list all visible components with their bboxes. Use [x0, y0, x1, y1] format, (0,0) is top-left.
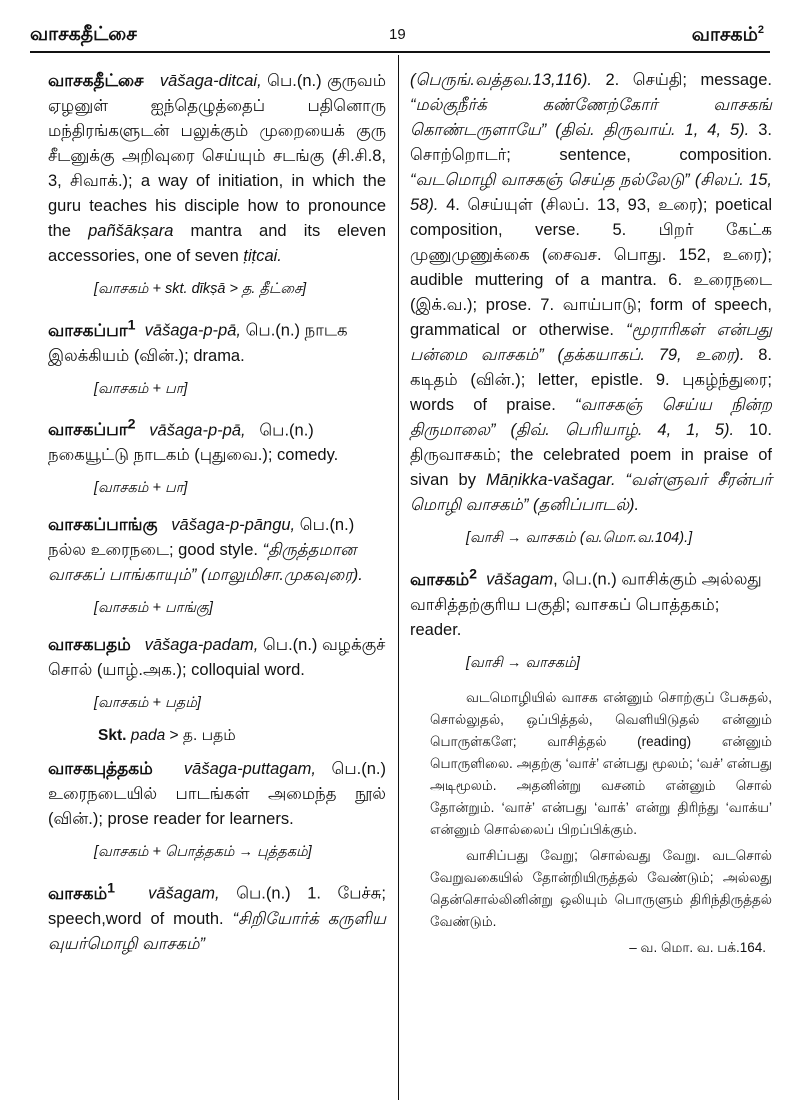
- etymology: [வாசகம் + பா]: [94, 480, 188, 497]
- dictionary-entry: [48, 876, 386, 957]
- column-divider: [398, 55, 399, 1100]
- definition-continued: mantra and its eleven accessories, one of seven: [48, 222, 386, 265]
- headword: வாசகதீட்சை: [48, 71, 144, 90]
- etymology: [வாசி → வாசகம்]: [466, 654, 580, 671]
- transliteration: vāšaga-p-pā,: [149, 421, 246, 440]
- page-header: [0, 0, 800, 50]
- left-column: [48, 68, 386, 967]
- dictionary-entry: [48, 632, 386, 683]
- etymology-note: [430, 687, 772, 959]
- running-head-right: வாசகம்$^2$: [691, 24, 764, 46]
- quotation: “மூராரிகள் என்பது பன்மை வாசகம்” (தக்கயாகப். 79, உரை).: [410, 321, 772, 364]
- note-source: – வ. மொ. வ. பக்.164.: [629, 939, 766, 955]
- sense-text: 10. திருவாசகம்; the celebrated poem in praise of sivan by: [410, 421, 772, 489]
- sense-text: 3. சொற்றொடர்; sentence, composition.: [410, 121, 772, 164]
- sense-text: 4. செய்யுள் (சிலப். 13, 93, உரை); poetical composition, verse. 5. பிறர் கேட்க முணுமுணுக்கை (சைவச. பொது. 152, உரை); audible muttering of a mantra. 6. உரைநடை (இக்.வ.); prose. 7. வாய்பாடு; form of speech, grammatical or otherwise.: [410, 196, 772, 339]
- entry-continuation: [410, 68, 772, 518]
- citation: (மாலுமிசா.முகவுரை).: [196, 566, 363, 585]
- definition: வழக்குச் சொல் (யாழ்.அக.); colloquial word.: [48, 636, 386, 680]
- etymology: [வாசி → வாசகம் (வ.மொ.வ.104).]: [466, 530, 693, 546]
- headword: வாசகம்$^2$: [410, 566, 477, 589]
- etymology: [வாசகம் + பதம்]: [94, 695, 201, 712]
- definition: நல்ல உரைநடை; good style.: [48, 541, 263, 560]
- transliteration: vāšaga-ditcai,: [159, 72, 262, 90]
- right-column: [410, 68, 772, 959]
- part-of-speech: பெ.(n.): [331, 760, 386, 779]
- headword: வாசகபதம்: [48, 635, 131, 655]
- part-of-speech: பெ.(n.): [267, 72, 322, 90]
- dictionary-entry: [48, 313, 386, 369]
- headword: வாசகப்பாங்கு: [48, 515, 158, 535]
- dictionary-entry: [48, 68, 386, 269]
- quotation: “வடமொழி வாசகஞ் செய்த நல்லேடு” (சிலப். 15, 58).: [410, 171, 772, 214]
- citation: (பெருங்.வத்தவ.13,116).: [410, 71, 592, 89]
- dictionary-entry: [48, 413, 386, 469]
- definition: நாடக இலக்கியம் (வின்.); drama.: [48, 321, 348, 365]
- transliteration: vāšaga-p-pāngu,: [171, 516, 296, 535]
- header-rule: [30, 51, 770, 53]
- quotation: “மல்குநீர்க் கண்ணேற்கோர் வாசகங் கொண்டருளாயே” (திவ். திருவாய். 1, 4, 5).: [410, 96, 772, 139]
- etymology: [வாசகம் + skt. dīkṣā > த. தீட்சை]: [94, 281, 307, 297]
- part-of-speech: பெ.(n.): [245, 321, 301, 340]
- dictionary-entry: [410, 562, 772, 643]
- transliteration: vāšagam,: [148, 884, 220, 903]
- page-number: 19: [389, 26, 406, 43]
- etymology: [வாசகம் + பொத்தகம் → புத்தகம்]: [94, 844, 312, 861]
- definition-italic: pañšākṣara: [88, 222, 174, 240]
- transliteration: vāšaga-padam,: [144, 636, 259, 655]
- note-paragraph: வடமொழியில் வாசக என்னும் சொற்குப் பேசுதல், சொல்லுதல், ஒப்பித்தல், வெளியிடுதல் என்னும் பொருள்களே; வாசித்தல் (reading) என்னும் பொருளிலை. அதற்கு ‘வாச்’ என்பது மூலம்; ‘வச்’ என்பது அடிமூலம். அதனின்று வசனம் என்னும் சொல் தோன்றும். ‘வாச்’ என்பது ‘வாக்’ என்று திரிந்து ‘வாக்ய’ என்னும் சொல்லைப் பிறப்பிக்கும்.: [430, 689, 772, 837]
- definition: குருவம் ஏழனுள் ஐந்தெழுத்தைப் பதினொரு மந்திரங்களுடன் பலுக்கும் முறையைக் குரு சீடனுக்கு அறிவுரை செய்யும் சடங்கு (சி.சி.8, 3, சிவாக்.); a way of initiation, in which the guru teaches his disciple how to pronounce the: [48, 72, 386, 240]
- quotation: “வாசகஞ் செய்ய நின்ற திருமாலை” (திவ். பெரியாழ். 4, 1, 5).: [410, 396, 772, 439]
- etymology: [வாசகம் + பாங்கு]: [94, 600, 213, 617]
- name-italic: Māṇikka-vašagar.: [485, 471, 616, 489]
- sense-text: 2. செய்தி; message.: [591, 71, 772, 89]
- definition: உரைநடையில் பாடங்கள் அமைந்த நூல் (வின்.); prose reader for learners.: [48, 785, 386, 829]
- part-of-speech: பெ.(n.): [299, 516, 355, 535]
- headword: வாசகபுத்தகம்: [48, 759, 153, 779]
- definition-italic: ṭiṭcai.: [243, 247, 282, 265]
- definition: வாசிக்கும் அல்லது வாசித்தற்குரிய பகுதி; வாசகப் பொத்தகம்; reader.: [410, 570, 762, 639]
- transliteration: vāšagam: [486, 570, 554, 589]
- part-of-speech: , பெ.(n.): [553, 570, 617, 589]
- running-head-left: வாசகதீட்சை: [30, 24, 137, 45]
- headword: வாசகம்$^1$: [48, 880, 115, 903]
- quotation: “சிறியோர்க் கருளிய வுயர்மொழி வாசகம்”: [48, 909, 386, 953]
- part-of-speech: பெ.(n.): [259, 421, 314, 440]
- definition: பெ.(n.) 1. பேச்சு; speech,word of mouth.: [48, 884, 386, 928]
- sense-text: 8. கடிதம் (வின்.); letter, epistle. 9. புகழ்ந்துரை; words of praise.: [410, 346, 772, 414]
- headword: வாசகப்பா$^2$: [48, 416, 136, 440]
- transliteration: vāšaga-puttagam,: [183, 760, 316, 779]
- definition: நகையூட்டு நாடகம் (புதுவை.); comedy.: [48, 446, 339, 465]
- headword: வாசகப்பா$^1$: [48, 317, 136, 340]
- dictionary-entry: [48, 512, 386, 588]
- part-of-speech: பெ.(n.): [262, 636, 318, 655]
- etymology: [வாசகம் + பா]: [94, 380, 188, 397]
- sanskrit-note: Skt. pada > த. பதம்: [98, 727, 236, 745]
- transliteration: vāšaga-p-pā,: [144, 321, 241, 340]
- quotation: “வள்ளுவர் சீரன்பர் மொழி வாசகம்” (தனிப்பாடல்).: [410, 471, 772, 514]
- dictionary-entry: [48, 756, 386, 832]
- note-paragraph: வாசிப்பது வேறு; சொல்வது வேறு. வடசொல் வேறுவகையில் தோன்றியிருத்தல் வேண்டும்; அல்லது தென்சொல்லினின்று ஒலியும் பொருளும் திரிந்திருத்தல் வேண்டும்.: [430, 847, 772, 929]
- quotation: “திருத்தமான வாசகப் பாங்காயும்”: [48, 541, 357, 585]
